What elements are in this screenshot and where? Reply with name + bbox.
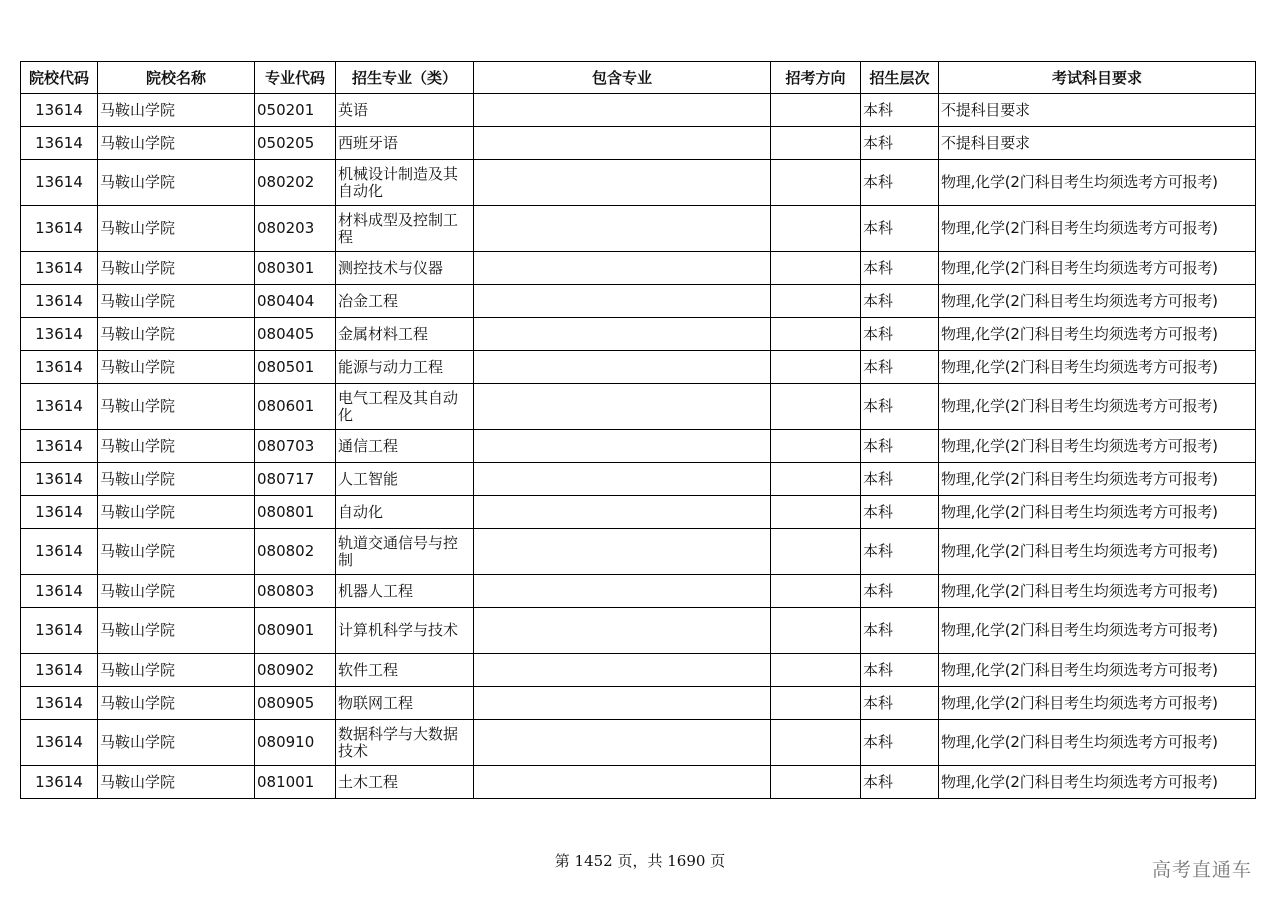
cell-level: 本科 — [861, 575, 939, 608]
cell-included-majors — [474, 575, 771, 608]
cell-level: 本科 — [861, 94, 939, 127]
cell-level: 本科 — [861, 351, 939, 384]
cell-major: 机器人工程 — [336, 575, 474, 608]
table-row — [21, 94, 1256, 127]
header-included-majors: 包含专业 — [474, 62, 771, 94]
cell-school-code: 13614 — [21, 384, 98, 430]
cell-school-code: 13614 — [21, 206, 98, 252]
cell-direction — [771, 252, 861, 285]
cell-school-name: 马鞍山学院 — [98, 252, 255, 285]
cell-school-name: 马鞍山学院 — [98, 496, 255, 529]
cell-direction — [771, 720, 861, 766]
cell-major-code: 050201 — [255, 94, 336, 127]
cell-major-code: 080404 — [255, 285, 336, 318]
cell-school-code: 13614 — [21, 529, 98, 575]
cell-school-code: 13614 — [21, 94, 98, 127]
header-major: 招生专业（类） — [336, 62, 474, 94]
cell-major: 机械设计制造及其自动化 — [336, 160, 474, 206]
table-header-row — [21, 62, 1256, 94]
cell-school-name: 马鞍山学院 — [98, 654, 255, 687]
cell-school-name: 马鞍山学院 — [98, 608, 255, 654]
cell-included-majors — [474, 720, 771, 766]
cell-included-majors — [474, 529, 771, 575]
header-major-code: 专业代码 — [255, 62, 336, 94]
cell-major: 计算机科学与技术 — [336, 608, 474, 654]
cell-school-code: 13614 — [21, 654, 98, 687]
cell-subject-requirement: 不提科目要求 — [939, 127, 1256, 160]
cell-included-majors — [474, 608, 771, 654]
cell-school-name: 马鞍山学院 — [98, 430, 255, 463]
cell-level: 本科 — [861, 496, 939, 529]
table-row — [21, 206, 1256, 252]
table-row — [21, 654, 1256, 687]
table-row — [21, 351, 1256, 384]
cell-level: 本科 — [861, 654, 939, 687]
cell-subject-requirement: 物理,化学(2门科目考生均须选考方可报考) — [939, 160, 1256, 206]
cell-subject-requirement: 物理,化学(2门科目考生均须选考方可报考) — [939, 720, 1256, 766]
cell-school-name: 马鞍山学院 — [98, 766, 255, 799]
cell-school-name: 马鞍山学院 — [98, 720, 255, 766]
cell-subject-requirement: 不提科目要求 — [939, 94, 1256, 127]
table-row — [21, 160, 1256, 206]
cell-direction — [771, 206, 861, 252]
cell-included-majors — [474, 687, 771, 720]
cell-major-code: 080801 — [255, 496, 336, 529]
cell-level: 本科 — [861, 687, 939, 720]
cell-major-code: 080405 — [255, 318, 336, 351]
cell-level: 本科 — [861, 766, 939, 799]
cell-direction — [771, 496, 861, 529]
cell-major-code: 080501 — [255, 351, 336, 384]
cell-direction — [771, 160, 861, 206]
cell-direction — [771, 285, 861, 318]
page-number: 第 1452 页，共 1690 页 — [554, 852, 726, 870]
cell-school-code: 13614 — [21, 687, 98, 720]
cell-subject-requirement: 物理,化学(2门科目考生均须选考方可报考) — [939, 608, 1256, 654]
cell-subject-requirement: 物理,化学(2门科目考生均须选考方可报考) — [939, 430, 1256, 463]
cell-school-code: 13614 — [21, 430, 98, 463]
cell-included-majors — [474, 430, 771, 463]
cell-major: 西班牙语 — [336, 127, 474, 160]
cell-major-code: 080203 — [255, 206, 336, 252]
cell-major-code: 080717 — [255, 463, 336, 496]
table-row — [21, 496, 1256, 529]
cell-included-majors — [474, 351, 771, 384]
cell-school-code: 13614 — [21, 351, 98, 384]
watermark: 高考直通车 — [1151, 859, 1252, 881]
cell-level: 本科 — [861, 206, 939, 252]
cell-major: 英语 — [336, 94, 474, 127]
cell-subject-requirement: 物理,化学(2门科目考生均须选考方可报考) — [939, 496, 1256, 529]
cell-direction — [771, 529, 861, 575]
table-body — [21, 94, 1256, 799]
table-row — [21, 608, 1256, 654]
cell-level: 本科 — [861, 608, 939, 654]
cell-direction — [771, 608, 861, 654]
cell-included-majors — [474, 206, 771, 252]
cell-major: 材料成型及控制工程 — [336, 206, 474, 252]
cell-subject-requirement: 物理,化学(2门科目考生均须选考方可报考) — [939, 351, 1256, 384]
cell-direction — [771, 318, 861, 351]
cell-included-majors — [474, 127, 771, 160]
cell-subject-requirement: 物理,化学(2门科目考生均须选考方可报考) — [939, 575, 1256, 608]
cell-school-code: 13614 — [21, 766, 98, 799]
table-row — [21, 720, 1256, 766]
cell-major: 能源与动力工程 — [336, 351, 474, 384]
cell-included-majors — [474, 496, 771, 529]
cell-subject-requirement: 物理,化学(2门科目考生均须选考方可报考) — [939, 654, 1256, 687]
cell-school-name: 马鞍山学院 — [98, 318, 255, 351]
header-direction: 招考方向 — [771, 62, 861, 94]
cell-direction — [771, 687, 861, 720]
header-subject-requirement: 考试科目要求 — [939, 62, 1256, 94]
cell-subject-requirement: 物理,化学(2门科目考生均须选考方可报考) — [939, 529, 1256, 575]
cell-major: 土木工程 — [336, 766, 474, 799]
cell-major-code: 080802 — [255, 529, 336, 575]
cell-school-name: 马鞍山学院 — [98, 687, 255, 720]
cell-level: 本科 — [861, 529, 939, 575]
header-level: 招生层次 — [861, 62, 939, 94]
cell-school-code: 13614 — [21, 608, 98, 654]
cell-major-code: 080202 — [255, 160, 336, 206]
cell-subject-requirement: 物理,化学(2门科目考生均须选考方可报考) — [939, 463, 1256, 496]
cell-subject-requirement: 物理,化学(2门科目考生均须选考方可报考) — [939, 206, 1256, 252]
cell-major: 电气工程及其自动化 — [336, 384, 474, 430]
header-school-name: 院校名称 — [98, 62, 255, 94]
header-school-code: 院校代码 — [21, 62, 98, 94]
cell-school-code: 13614 — [21, 127, 98, 160]
cell-included-majors — [474, 252, 771, 285]
cell-major: 软件工程 — [336, 654, 474, 687]
cell-direction — [771, 575, 861, 608]
cell-level: 本科 — [861, 285, 939, 318]
cell-included-majors — [474, 94, 771, 127]
cell-included-majors — [474, 285, 771, 318]
cell-school-name: 马鞍山学院 — [98, 285, 255, 318]
admissions-table — [20, 61, 1256, 799]
cell-major-code: 080301 — [255, 252, 336, 285]
cell-school-name: 马鞍山学院 — [98, 206, 255, 252]
cell-included-majors — [474, 463, 771, 496]
cell-direction — [771, 127, 861, 160]
cell-subject-requirement: 物理,化学(2门科目考生均须选考方可报考) — [939, 252, 1256, 285]
cell-school-code: 13614 — [21, 463, 98, 496]
table-row — [21, 575, 1256, 608]
cell-direction — [771, 463, 861, 496]
table-row — [21, 430, 1256, 463]
cell-direction — [771, 430, 861, 463]
table-row — [21, 529, 1256, 575]
cell-major: 自动化 — [336, 496, 474, 529]
cell-subject-requirement: 物理,化学(2门科目考生均须选考方可报考) — [939, 318, 1256, 351]
cell-school-name: 马鞍山学院 — [98, 351, 255, 384]
cell-school-code: 13614 — [21, 496, 98, 529]
cell-school-code: 13614 — [21, 252, 98, 285]
cell-major-code: 080803 — [255, 575, 336, 608]
cell-school-code: 13614 — [21, 285, 98, 318]
table-row — [21, 318, 1256, 351]
cell-school-code: 13614 — [21, 575, 98, 608]
cell-school-name: 马鞍山学院 — [98, 463, 255, 496]
cell-direction — [771, 94, 861, 127]
table-row — [21, 285, 1256, 318]
cell-school-code: 13614 — [21, 318, 98, 351]
table-row — [21, 384, 1256, 430]
cell-level: 本科 — [861, 430, 939, 463]
cell-level: 本科 — [861, 384, 939, 430]
cell-major-code: 080601 — [255, 384, 336, 430]
table-row — [21, 127, 1256, 160]
cell-subject-requirement: 物理,化学(2门科目考生均须选考方可报考) — [939, 384, 1256, 430]
cell-major-code: 080901 — [255, 608, 336, 654]
cell-level: 本科 — [861, 720, 939, 766]
cell-school-code: 13614 — [21, 160, 98, 206]
cell-level: 本科 — [861, 252, 939, 285]
cell-included-majors — [474, 318, 771, 351]
cell-level: 本科 — [861, 160, 939, 206]
cell-direction — [771, 654, 861, 687]
cell-major: 轨道交通信号与控制 — [336, 529, 474, 575]
cell-major-code: 080902 — [255, 654, 336, 687]
cell-major: 测控技术与仪器 — [336, 252, 474, 285]
cell-school-name: 马鞍山学院 — [98, 575, 255, 608]
cell-school-name: 马鞍山学院 — [98, 160, 255, 206]
table-row — [21, 687, 1256, 720]
cell-major: 冶金工程 — [336, 285, 474, 318]
table-row — [21, 463, 1256, 496]
cell-major-code: 080905 — [255, 687, 336, 720]
cell-school-code: 13614 — [21, 720, 98, 766]
cell-major: 金属材料工程 — [336, 318, 474, 351]
cell-major: 人工智能 — [336, 463, 474, 496]
cell-subject-requirement: 物理,化学(2门科目考生均须选考方可报考) — [939, 687, 1256, 720]
cell-school-name: 马鞍山学院 — [98, 127, 255, 160]
cell-school-name: 马鞍山学院 — [98, 384, 255, 430]
cell-included-majors — [474, 384, 771, 430]
cell-major-code: 080703 — [255, 430, 336, 463]
cell-subject-requirement: 物理,化学(2门科目考生均须选考方可报考) — [939, 285, 1256, 318]
cell-major: 通信工程 — [336, 430, 474, 463]
cell-level: 本科 — [861, 127, 939, 160]
cell-subject-requirement: 物理,化学(2门科目考生均须选考方可报考) — [939, 766, 1256, 799]
cell-major: 数据科学与大数据技术 — [336, 720, 474, 766]
cell-level: 本科 — [861, 318, 939, 351]
table-row — [21, 766, 1256, 799]
cell-included-majors — [474, 654, 771, 687]
cell-included-majors — [474, 160, 771, 206]
cell-major: 物联网工程 — [336, 687, 474, 720]
cell-direction — [771, 766, 861, 799]
cell-level: 本科 — [861, 463, 939, 496]
cell-major-code: 081001 — [255, 766, 336, 799]
cell-direction — [771, 351, 861, 384]
cell-school-name: 马鞍山学院 — [98, 94, 255, 127]
cell-major-code: 080910 — [255, 720, 336, 766]
cell-major-code: 050205 — [255, 127, 336, 160]
cell-direction — [771, 384, 861, 430]
cell-school-name: 马鞍山学院 — [98, 529, 255, 575]
cell-included-majors — [474, 766, 771, 799]
table-row — [21, 252, 1256, 285]
